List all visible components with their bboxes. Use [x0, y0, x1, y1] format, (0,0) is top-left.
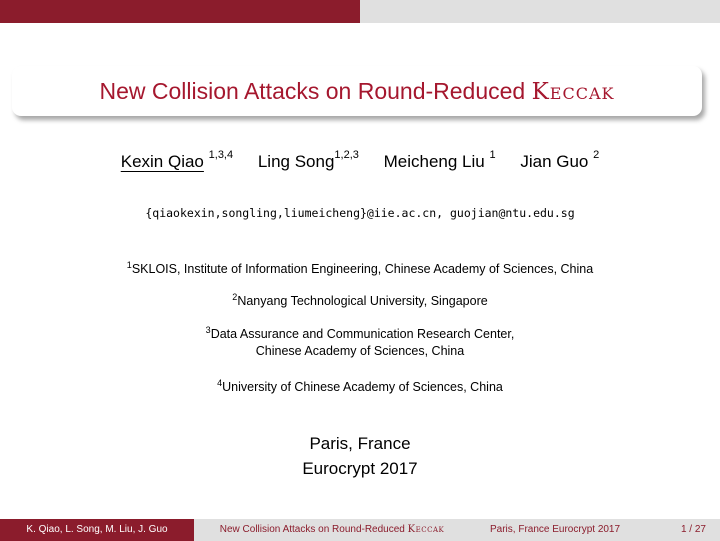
author-1 [120, 149, 234, 171]
footer-page-number: 1 / 27 [680, 524, 706, 535]
author-2 [257, 149, 359, 171]
author-4 [520, 149, 600, 171]
slide-title-main: New Collision Attacks on Round-Reduced [99, 78, 526, 104]
footer-title-keccak: Keccak [407, 524, 445, 535]
affiliation-3 [0, 322, 720, 360]
affiliation-2 [0, 289, 720, 310]
footer-title [194, 519, 470, 541]
affiliation-mark: 4 [217, 378, 223, 388]
author-3 [383, 149, 496, 171]
author-affiliation-marks: 1 [489, 149, 496, 161]
author-name: Kexin Qiao [120, 151, 204, 171]
slide-title [12, 78, 702, 105]
footer-authors: K. Qiao, L. Song, M. Liu, J. Guo [0, 519, 194, 541]
affiliation-mark: 2 [232, 292, 238, 302]
author-name: Meicheng Liu [383, 151, 485, 171]
title-box [12, 66, 702, 116]
author-affiliation-marks: 1,2,3 [334, 149, 359, 161]
author-affiliation-marks: 1,3,4 [208, 149, 234, 161]
slide-title-keccak: Keccak [531, 79, 615, 105]
top-bar-segment-gray [360, 0, 720, 23]
affiliation-mark: 1 [126, 260, 132, 270]
footer-venue: Paris, France Eurocrypt 2017 [490, 524, 621, 535]
conference-info [0, 431, 720, 481]
conference-name: Eurocrypt 2017 [302, 459, 418, 478]
conference-location: Paris, France [309, 434, 411, 453]
top-progress-bar [0, 0, 720, 23]
author-affiliation-marks: 2 [593, 149, 600, 161]
footer-bar [0, 519, 720, 541]
footer-right [470, 519, 720, 541]
affiliation-4 [0, 375, 720, 396]
affiliation-text: University of Chinese Academy of Sciences, China [222, 380, 503, 395]
affiliation-1 [0, 257, 720, 278]
affiliation-text: Nanyang Technological University, Singapore [237, 294, 488, 309]
author-emails: {qiaokexin,songling,liumeicheng}@iie.ac.cn, guojian@ntu.edu.sg [145, 206, 575, 220]
author-name: Jian Guo [520, 151, 589, 171]
affiliation-text-line2: Chinese Academy of Sciences, China [255, 344, 465, 359]
footer-title-main: New Collision Attacks on Round-Reduced [219, 524, 405, 535]
author-name: Ling Song [257, 151, 335, 171]
affiliation-mark: 3 [205, 325, 211, 335]
affiliation-text: SKLOIS, Institute of Information Engineering, Chinese Academy of Sciences, China [131, 262, 594, 277]
author-list [0, 151, 720, 172]
affiliation-text: Data Assurance and Communication Research Center, [210, 327, 515, 342]
top-bar-segment-accent [0, 0, 360, 23]
